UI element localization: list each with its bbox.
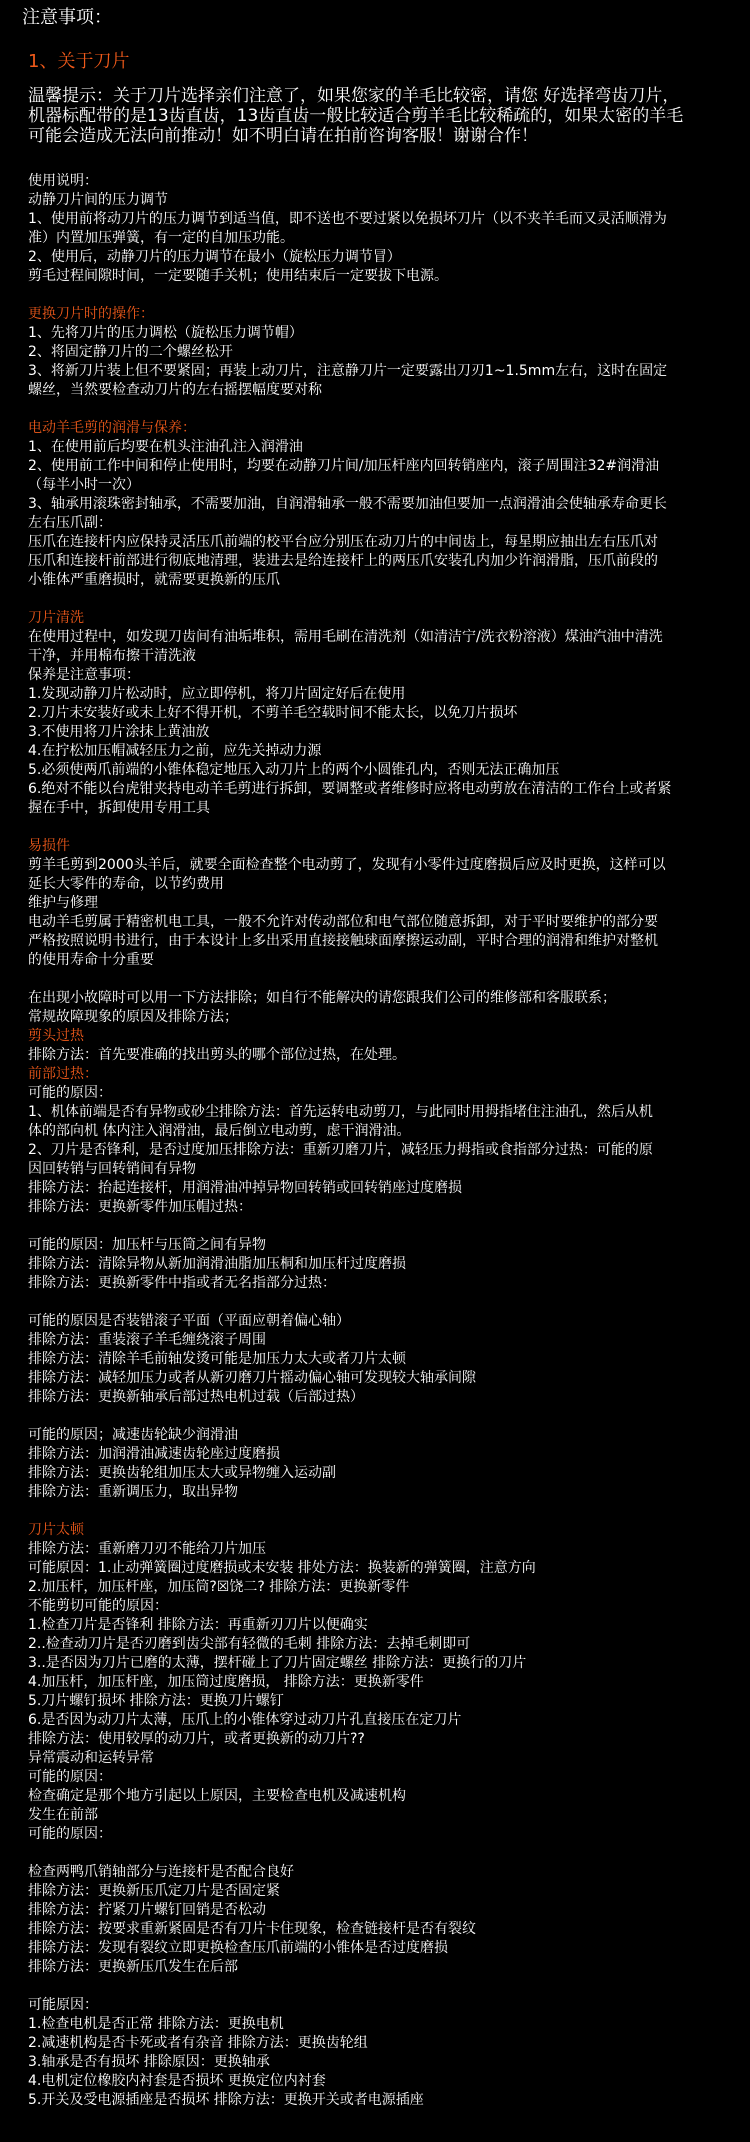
blade-dull-line: 4.加压杆，加压杆座，加压筒过度磨损， 排除方法：更换新零件 (28, 1674, 424, 1690)
section-heading-front-hot: 前部过热： (28, 1066, 98, 1082)
check-line: 排除方法：发现有裂纹立即更换检查压爪前端的小锥体是否过度磨损 (28, 1940, 448, 1956)
head-hot-line: 排除方法：首先要准确的找出剪头的哪个部位过热，在处理。 (28, 1047, 406, 1063)
blade-dull-line: 不能剪切可能的原因： (28, 1598, 168, 1614)
check-line: 排除方法：拧紧刀片螺钉回销是否松动 (28, 1902, 266, 1918)
fault-group-line: 可能的原因：加压杆与压筒之间有异物 (28, 1237, 266, 1253)
usage-line: 动静刀片间的压力调节 (28, 192, 168, 208)
replace-line: 2、将固定静刀片的二个螺丝松开 (28, 344, 233, 360)
fault-group-line: 可能的原因；减速齿轮缺少润滑油 (28, 1427, 238, 1443)
front-hot-line: 2、刀片是否锋利，是否过度加压排除方法：重新刃磨刀片，减轻压力拇指或食指部分过热：可能的原 (28, 1142, 653, 1158)
check-line: 排除方法：更换新压爪发生在后部 (28, 1959, 238, 1975)
cleaning-line: 5.必须使两爪前端的小锥体稳定地压入动刀片上的两个小圆锥孔内，否则无法正确加压 (28, 762, 560, 778)
fault-group-line: 排除方法：清除异物从新加润滑油脂加压桐和加压杆过度磨损 (28, 1256, 406, 1272)
front-hot-line: 可能的原因： (28, 1085, 112, 1101)
check-line: 检查两鸭爪销轴部分与连接杆是否配合良好 (28, 1864, 294, 1880)
section-heading-head-hot: 剪头过热 (28, 1028, 84, 1044)
lubrication-line: 小锥体严重磨损时，就需要更换新的压爪 (28, 572, 280, 588)
fault-group-line: 排除方法：重新调压力，取出异物 (28, 1484, 238, 1500)
fault-group-line: 排除方法：清除羊毛前轴发烫可能是加压力太大或者刀片太顿 (28, 1351, 406, 1367)
usage-line: 剪毛过程间隙时间，一定要随手关机；使用结束后一定要拔下电源。 (28, 268, 448, 284)
usage-line: 使用说明： (28, 173, 98, 189)
blade-dull-line: 可能原因：1.止动弹簧圈过度磨损或未安装 排处方法：换装新的弹簧圈，注意方向 (28, 1560, 536, 1576)
possible-cause-line: 1.检查电机是否正常 排除方法：更换电机 (28, 2016, 284, 2032)
warm-tip-line: 可能会造成无法向前推动！如不明白请在拍前咨询客服！谢谢合作！ (28, 126, 538, 146)
warm-tip-line: 温馨提示：关于刀片选择亲们注意了，如果您家的羊毛比较密，请您 好选择弯齿刀片， (28, 86, 680, 106)
blade-dull-line: 检查确定是那个地方引起以上原因，主要检查电机及减速机构 (28, 1788, 406, 1804)
lubrication-line: 压爪和连接杆前部进行彻底地清理，装进去是给连接杆上的两压爪安装孔内加少许润滑脂，压爪前段的 (28, 553, 658, 569)
blade-dull-line: 可能的原因： (28, 1826, 112, 1842)
cleaning-line: 3.不使用将刀片涂抹上黄油放 (28, 724, 210, 740)
possible-cause-line: 可能原因： (28, 1997, 98, 2013)
section-heading-lubrication: 电动羊毛剪的润滑与保养： (28, 420, 196, 436)
faults-intro-line: 常规故障现象的原因及排除方法； (28, 1009, 238, 1025)
usage-line: 2、使用后，动静刀片的压力调节在最小（旋松压力调节冒） (28, 249, 401, 265)
blade-dull-line: 3..是否因为刀片已磨的太薄，摆杆碰上了刀片固定螺丝 排除方法：更换行的刀片 (28, 1655, 527, 1671)
section-heading-blade-dull: 刀片太顿 (28, 1522, 84, 1538)
possible-cause-line: 3.轴承是否有损坏 排除原因：更换轴承 (28, 2054, 270, 2070)
cleaning-line: 保养是注意事项： (28, 667, 140, 683)
replace-line: 1、先将刀片的压力调松（旋松压力调节帽） (28, 325, 303, 341)
possible-cause-line: 4.电机定位橡胶内衬套是否损坏 更换定位内衬套 (28, 2073, 326, 2089)
front-hot-line: 体的部向机 体内注入润滑油，最后倒立电动剪，虑干润滑油。 (28, 1123, 411, 1139)
fault-group-line: 排除方法：更换新零件中指或者无名指部分过热： (28, 1275, 336, 1291)
check-line: 排除方法：按要求重新紧固是否有刀片卡住现象，检查链接杆是否有裂纹 (28, 1921, 476, 1937)
fault-group-line: 排除方法：减轻加压力或者从新刃磨刀片摇动偏心轴可发现较大轴承间隙 (28, 1370, 476, 1386)
wear-parts-line: 维护与修理 (28, 895, 98, 911)
blade-dull-line: 可能的原因： (28, 1769, 112, 1785)
cleaning-line: 握在手中，拆卸使用专用工具 (28, 800, 210, 816)
wear-parts-line: 的使用寿命十分重要 (28, 952, 154, 968)
blade-dull-line: 5.刀片螺钉损坏 排除方法：更换刀片螺钉 (28, 1693, 284, 1709)
cleaning-line: 1.发现动静刀片松动时，应立即停机，将刀片固定好后在使用 (28, 686, 406, 702)
lubrication-line: 2、使用前工作中间和停止使用时，均要在动静刀片间/加压杆座内回转销座内，滚子周围注32#润滑油 (28, 458, 660, 474)
front-hot-line: 排除方法：更换新零件加压帽过热： (28, 1199, 252, 1215)
section-heading-cleaning: 刀片清洗 (28, 610, 84, 626)
fault-group-line: 排除方法：更换新轴承后部过热电机过载（后部过热） (28, 1389, 364, 1405)
replace-line: 螺丝，当然要检查动刀片的左右摇摆幅度要对称 (28, 382, 322, 398)
faults-intro-line: 在出现小故障时可以用一下方法排除；如自行不能解决的请您跟我们公司的维修部和客服联系； (28, 990, 616, 1006)
possible-cause-line: 2.减速机构是否卡死或者有杂音 排除方法：更换齿轮组 (28, 2035, 368, 2051)
wear-parts-line: 剪羊毛剪到2000头羊后，就要全面检查整个电动剪了，发现有小零件过度磨损后应及时更换，这样可以 (28, 857, 666, 873)
lubrication-line: 压爪在连接杆内应保持灵活压爪前端的校平台应分别压在动刀片的中间齿上，每星期应抽出左右压爪对 (28, 534, 658, 550)
fault-group-line: 排除方法：更换齿轮组加压太大或异物缠入运动副 (28, 1465, 336, 1481)
section-heading-wear-parts: 易损件 (28, 838, 70, 854)
blade-dull-line: 2..检查动刀片是否刃磨到齿尖部有轻微的毛刺 排除方法：去掉毛刺即可 (28, 1636, 471, 1652)
blade-dull-line: 异常震动和运转异常 (28, 1750, 154, 1766)
fault-group-line: 排除方法：加润滑油减速齿轮座过度磨损 (28, 1446, 280, 1462)
possible-cause-line: 5.开关及受电源插座是否损坏 排除方法：更换开关或者电源插座 (28, 2092, 424, 2108)
section-heading-blade: 1、关于刀片 (28, 51, 130, 72)
cleaning-line: 4.在拧松加压帽减轻压力之前，应先关掉动力源 (28, 743, 322, 759)
front-hot-line: 因回转销与回转销间有异物 (28, 1161, 196, 1177)
fault-group-line: 排除方法：重装滚子羊毛缠绕滚子周围 (28, 1332, 266, 1348)
blade-dull-line: 排除方法：重新磨刀刃不能给刀片加压 (28, 1541, 266, 1557)
wear-parts-line: 严格按照说明书进行，由于本设计上多出采用直接接触球面摩擦运动副，平时合理的润滑和维护对整机 (28, 933, 658, 949)
lubrication-line: 1、在使用前后均要在机头注油孔注入润滑油 (28, 439, 303, 455)
wear-parts-line: 电动羊毛剪属于精密机电工具，一般不允许对传动部位和电气部位随意拆卸，对于平时要维护的部分要 (28, 914, 658, 930)
usage-line: 准）内置加压弹簧，有一定的自加压功能。 (28, 230, 294, 246)
blade-dull-line: 排除方法：使用较厚的动刀片，或者更换新的动刀片?? (28, 1731, 365, 1747)
usage-line: 1、使用前将动刀片的压力调节到适当值，即不送也不要过紧以免损坏刀片（以不夹羊毛而又灵活顺滑为 (28, 211, 667, 227)
wear-parts-line: 延长大零件的寿命，以节约费用 (28, 876, 224, 892)
blade-dull-line: 发生在前部 (28, 1807, 98, 1823)
fault-group-line: 可能的原因是否装错滚子平面（平面应朝着偏心轴） (28, 1313, 350, 1329)
cleaning-line: 2.刀片未安装好或未上好不得开机，不剪羊毛空载时间不能太长，以免刀片损坏 (28, 705, 518, 721)
cleaning-line: 干净，并用棉布擦干清洗液 (28, 648, 196, 664)
lubrication-line: 3、轴承用滚珠密封轴承，不需要加油，自润滑轴承一般不需要加油但要加一点润滑油会使轴承寿命更长 (28, 496, 667, 512)
lubrication-line: 左右压爪副： (28, 515, 112, 531)
cleaning-line: 6.绝对不能以台虎钳夹持电动羊毛剪进行拆卸，要调整或者维修时应将电动剪放在清洁的工作台上或者紧 (28, 781, 672, 797)
check-line: 排除方法：更换新压爪定刀片是否固定紧 (28, 1883, 280, 1899)
page-title: 注意事项： (22, 7, 112, 28)
blade-dull-line: 2.加压杆，加压杆座，加压筒?☒饶二? 排除方法：更换新零件 (28, 1579, 410, 1595)
front-hot-line: 1、机体前端是否有异物或砂尘排除方法：首先运转电动剪刀，与此同时用拇指堵住注油孔，然后从机 (28, 1104, 653, 1120)
lubrication-line: （每半小时一次） (28, 477, 140, 493)
blade-dull-line: 6.是否因为动刀片太薄，压爪上的小锥体穿过动刀片孔直接压在定刀片 (28, 1712, 462, 1728)
replace-line: 3、将新刀片装上但不要紧固；再装上动刀片，注意静刀片一定要露出刀刃1~1.5mm左右，这时在固定 (28, 363, 668, 379)
cleaning-line: 在使用过程中，如发现刀齿间有油垢堆积，需用毛刷在清洗剂（如清洁宁/洗衣粉溶液）煤油汽油中清洗 (28, 629, 663, 645)
warm-tip-line: 机器标配带的是13齿直齿，13齿直齿一般比较适合剪羊毛比较稀疏的，如果太密的羊毛 (28, 106, 684, 126)
blade-dull-line: 1.检查刀片是否锋利 排除方法：再重新刃刀片以便确实 (28, 1617, 368, 1633)
front-hot-line: 排除方法：抬起连接杆，用润滑油冲掉异物回转销或回转销座过度磨损 (28, 1180, 462, 1196)
section-heading-replace: 更换刀片时的操作： (28, 306, 154, 322)
